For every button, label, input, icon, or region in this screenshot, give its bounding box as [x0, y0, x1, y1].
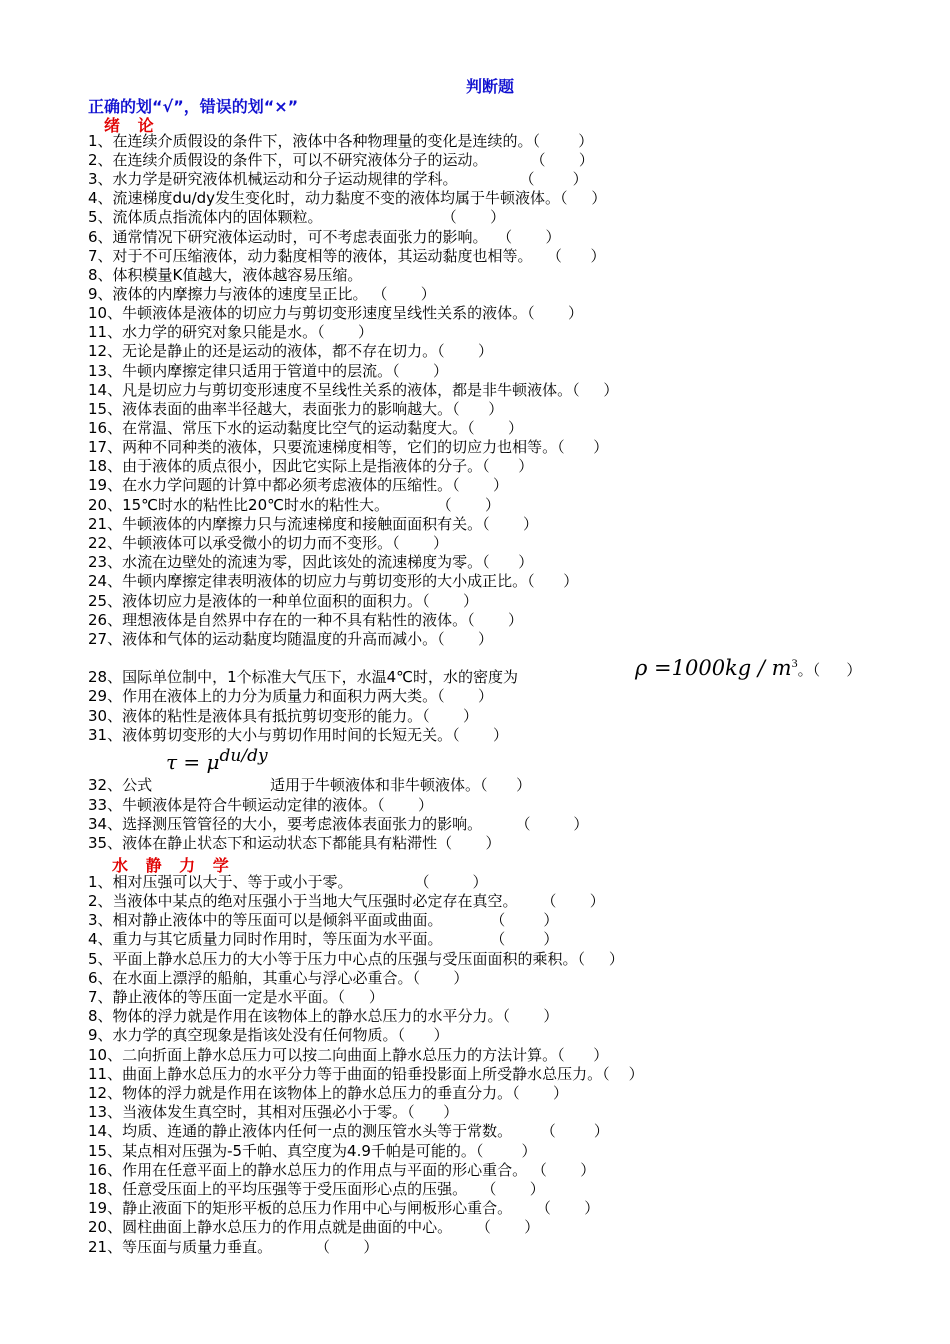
question-item: 34、选择测压管管径的大小，要考虑液体表面张力的影响。 （ ） — [88, 815, 589, 833]
question-item: 29、作用在液体上的力分为质量力和面积力两大类。（ ） — [88, 687, 493, 705]
question-item: 31、液体剪切变形的大小与剪切作用时间的长短无关。（ ） — [88, 726, 508, 744]
q32-formula: $\tau = \mu^{du/dy}$ — [166, 746, 268, 774]
question-item: 10、二向折面上静水总压力可以按二向曲面上静水总压力的方法计算。（ ） — [88, 1046, 609, 1064]
question-item: 21、等压面与质量力垂直。 （ ） — [88, 1238, 379, 1256]
question-item: 13、当液体发生真空时，其相对压强必小于零。（ ） — [88, 1103, 459, 1121]
question-item: 7、静止液体的等压面一定是水平面。（ ） — [88, 988, 384, 1006]
question-item: 12、物体的浮力就是作用在该物体上的静水总压力的垂直分力。（ ） — [88, 1084, 568, 1102]
question-item: 30、液体的粘性是液体具有抵抗剪切变形的能力。（ ） — [88, 707, 478, 725]
question-item: 3、相对静止液体中的等压面可以是倾斜平面或曲面。 （ ） — [88, 911, 559, 929]
question-item: 3、水力学是研究液体机械运动和分子运动规律的学科。 （ ） — [88, 170, 588, 188]
question-item: 28、国际单位制中，1个标准大气压下，水温4℃时，水的密度为 — [88, 668, 519, 686]
question-item: 19、静止液面下的矩形平板的总压力作用中心与闸板形心重合。 （ ） — [88, 1199, 600, 1217]
question-item: 27、液体和气体的运动黏度均随温度的升高而减小。（ ） — [88, 630, 493, 648]
question-item: 2、在连续介质假设的条件下，可以不研究液体分子的运动。 （ ） — [88, 151, 594, 169]
question-item: 9、液体的内摩擦力与液体的速度呈正比。 （ ） — [88, 285, 436, 303]
question-item: 35、液体在静止状态下和运动状态下都能具有粘滞性（ ） — [88, 834, 501, 852]
question-item: 1、在连续介质假设的条件下，液体中各种物理量的变化是连续的。（ ） — [88, 132, 594, 150]
question-item: 20、15℃时水的粘性比20℃时水的粘性大。 （ ） — [88, 496, 501, 514]
question-item: 8、体积模量K值越大，液体越容易压缩。 — [88, 266, 363, 284]
question-item: 21、牛顿液体的内摩擦力只与流速梯度和接触面面积有关。（ ） — [88, 515, 538, 533]
question-item: 14、均质、连通的静止液体内任何一点的测压管水头等于常数。 （ ） — [88, 1122, 609, 1140]
question-item: 13、牛顿内摩擦定律只适用于管道中的层流。（ ） — [88, 362, 448, 380]
q28-formula: $\rho =1000kg / m^3$。（ ） — [635, 656, 862, 680]
question-item: 4、流速梯度du/dy发生变化时，动力黏度不变的液体均属于牛顿液体。（ ） — [88, 189, 607, 207]
question-item: 9、水力学的真空现象是指该处没有任何物质。（ ） — [88, 1026, 449, 1044]
question-item: 16、在常温、常压下水的运动黏度比空气的运动黏度大。（ ） — [88, 419, 523, 437]
question-item: 24、牛顿内摩擦定律表明液体的切应力与剪切变形的大小成正比。（ ） — [88, 572, 579, 590]
question-item: 12、无论是静止的还是运动的液体，都不存在切力。（ ） — [88, 342, 493, 360]
question-item: 8、物体的浮力就是作用在该物体上的静水总压力的水平分力。（ ） — [88, 1007, 559, 1025]
question-item: 25、液体切应力是液体的一种单位面积的面积力。（ ） — [88, 592, 478, 610]
question-item: 1、相对压强可以大于、等于或小于零。 （ ） — [88, 873, 488, 891]
question-item: 15、某点相对压强为-5千帕、真空度为4.9千帕是可能的。（ ） — [88, 1142, 537, 1160]
question-item: 15、液体表面的曲率半径越大，表面张力的影响越大。（ ） — [88, 400, 504, 418]
question-item: 4、重力与其它质量力同时作用时，等压面为水平面。 （ ） — [88, 930, 559, 948]
question-item: 11、水力学的研究对象只能是水。（ ） — [88, 323, 373, 341]
question-item: 18、由于液体的质点很小，因此它实际上是指液体的分子。（ ） — [88, 457, 534, 475]
q32-tail: 适用于牛顿液体和非牛顿液体。（ ） — [270, 776, 532, 794]
question-item: 5、流体质点指流体内的固体颗粒。 （ ） — [88, 208, 506, 226]
question-item: 7、对于不可压缩液体，动力黏度相等的液体，其运动黏度也相等。 （ ） — [88, 247, 606, 265]
question-item: 33、牛顿液体是符合牛顿运动定律的液体。（ ） — [88, 796, 433, 814]
question-item: 18、任意受压面上的平均压强等于受压面形心点的压强。 （ ） — [88, 1180, 545, 1198]
question-item: 6、在水面上漂浮的船舶，其重心与浮心必重合。（ ） — [88, 969, 469, 987]
question-item: 19、在水力学问题的计算中都必须考虑液体的压缩性。（ ） — [88, 476, 508, 494]
question-item: 17、两种不同种类的液体，只要流速梯度相等，它们的切应力也相等。（ ） — [88, 438, 609, 456]
question-item: 5、平面上静水总压力的大小等于压力中心点的压强与受压面面积的乘积。（ ） — [88, 950, 624, 968]
section-heading: 水 静 力 学 — [112, 856, 235, 875]
question-item: 32、公式 — [88, 776, 153, 794]
question-item: 22、牛顿液体可以承受微小的切力而不变形。（ ） — [88, 534, 448, 552]
instruction: 正确的划“√”，错误的划“×” — [88, 97, 299, 116]
question-item: 10、牛顿液体是液体的切应力与剪切变形速度呈线性关系的液体。（ ） — [88, 304, 583, 322]
question-item: 23、水流在边壁处的流速为零，因此该处的流速梯度为零。（ ） — [88, 553, 534, 571]
page-title: 判断题 — [465, 77, 514, 96]
question-item: 11、曲面上静水总压力的水平分力等于曲面的铅垂投影面上所受静水总压力。（ ） — [88, 1065, 644, 1083]
question-item: 14、凡是切应力与剪切变形速度不呈线性关系的液体，都是非牛顿液体。（ ） — [88, 381, 619, 399]
section-heading: 绪 论 — [104, 116, 160, 135]
question-item: 2、当液体中某点的绝对压强小于当地大气压强时必定存在真空。 （ ） — [88, 892, 605, 910]
question-item: 26、理想液体是自然界中存在的一种不具有粘性的液体。（ ） — [88, 611, 523, 629]
question-item: 20、圆柱曲面上静水总压力的作用点就是曲面的中心。 （ ） — [88, 1218, 540, 1236]
question-item: 16、作用在任意平面上的静水总压力的作用点与平面的形心重合。 （ ） — [88, 1161, 596, 1179]
question-item: 6、通常情况下研究液体运动时，可不考虑表面张力的影响。 （ ） — [88, 228, 561, 246]
